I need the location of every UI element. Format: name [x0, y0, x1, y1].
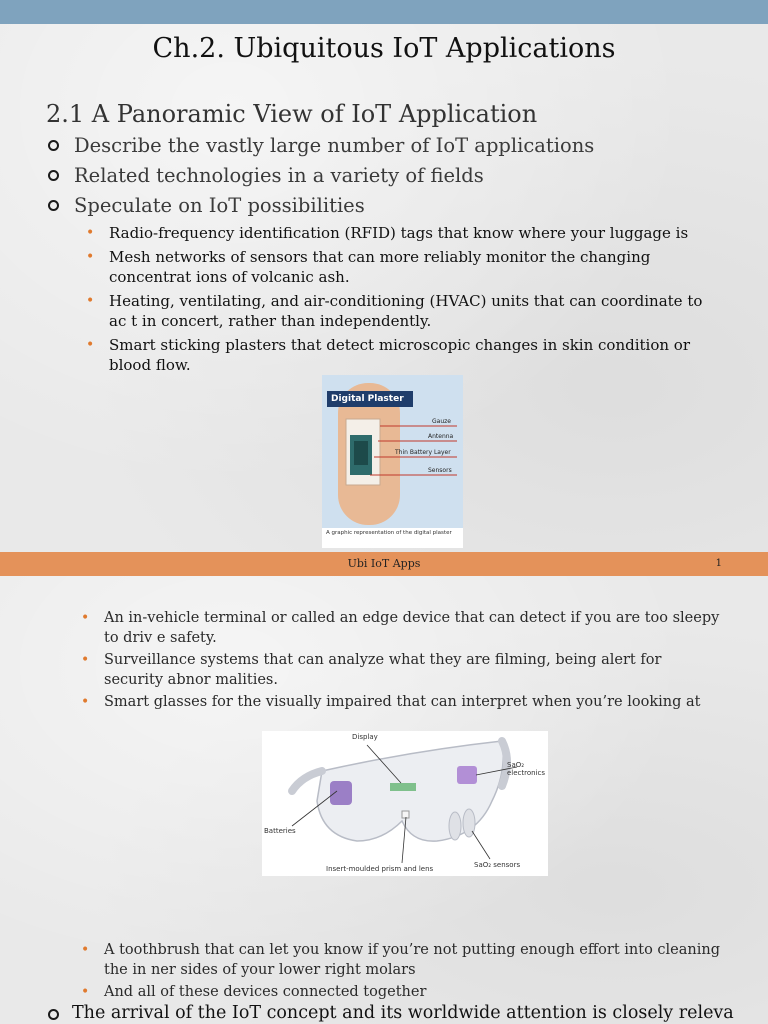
- figure-label: Thin Battery Layer: [395, 449, 451, 456]
- top-accent-bar: [0, 0, 768, 24]
- sub-bullet-list: [83, 223, 719, 379]
- circle-bullet-icon: [48, 200, 59, 211]
- figure-label: Gauze: [432, 418, 451, 425]
- sub-bullet-item: • Smart glasses for the visually impaired that can interpret when you’re looking at: [81, 694, 701, 710]
- circle-bullet-icon: [48, 1009, 59, 1020]
- glasses-illustration: [262, 731, 548, 876]
- slide-title: Ch.2. Ubiquitous IoT Applications: [152, 33, 616, 64]
- section-heading: 2.1 A Panoramic View of IoT Application: [46, 100, 538, 128]
- dot-bullet-icon: •: [86, 249, 95, 265]
- sub-bullet-item: • A toothbrush that can let you know if you’re not putting enough effort into cleaning the in ner sides of your lower right molars: [81, 942, 721, 978]
- circle-bullet-icon: [48, 140, 59, 151]
- dot-bullet-icon: •: [86, 337, 95, 353]
- digital-plaster-figure: [322, 375, 463, 548]
- sub-bullet-item: • Smart sticking plasters that detect microscopic changes in skin condition or blood flow.: [86, 336, 690, 374]
- figure-label: Sensors: [428, 467, 452, 474]
- dot-bullet-icon: •: [86, 293, 95, 309]
- footer-text: Ubi IoT Apps: [347, 557, 421, 570]
- dot-bullet-icon: •: [81, 610, 90, 626]
- figure-label: SaO₂ sensors: [474, 861, 521, 869]
- sub-bullet-item: • An in-vehicle terminal or called an edge device that can detect if you are too sleepy to driv e safety.: [81, 610, 720, 646]
- sub-bullet-item: • And all of these devices connected together: [81, 984, 427, 1000]
- sub-bullet-item: • Heating, ventilating, and air-conditioning (HVAC) units that can coordinate to ac t in concert, rather than independently.: [86, 292, 703, 330]
- sub-bullet-item: • Radio-frequency identification (RFID) tags that know where your luggage is: [86, 224, 689, 242]
- figure-label: Display: [352, 733, 378, 741]
- dot-bullet-icon: •: [81, 984, 90, 1000]
- dot-bullet-icon: •: [86, 225, 95, 241]
- main-bullet-item: The arrival of the IoT concept and its worldwide attention is closely releva: [46, 1003, 768, 1024]
- page-number: 1: [715, 558, 722, 569]
- sub-bullet-list-top: [78, 608, 722, 714]
- smart-glasses-figure: [262, 731, 548, 876]
- bullet-item: Describe the vastly large number of IoT applications: [46, 134, 594, 164]
- dot-bullet-icon: •: [81, 652, 90, 668]
- sub-bullet-list-bottom: [78, 940, 722, 1004]
- main-bullet-list: [46, 134, 594, 224]
- figure-label: SaO₂ electronics: [507, 761, 546, 777]
- sub-bullet-item: • Surveillance systems that can analyze what they are filming, being alert for security abnor malities.: [81, 652, 662, 688]
- slide-footer: [0, 552, 768, 576]
- bullet-item: Related technologies in a variety of fields: [46, 164, 594, 194]
- dot-bullet-icon: •: [81, 942, 90, 958]
- dot-bullet-icon: •: [81, 694, 90, 710]
- figure-label: Antenna: [428, 433, 454, 440]
- figure-caption: A graphic representation of the digital plaster: [322, 528, 463, 548]
- figure-title: Digital Plaster: [327, 391, 413, 407]
- sub-bullet-item: • Mesh networks of sensors that can more reliably monitor the changing concentrat ions of volcanic ash.: [86, 248, 651, 286]
- figure-label: Batteries: [264, 827, 296, 835]
- bullet-item: Speculate on IoT possibilities: [46, 194, 594, 224]
- circle-bullet-icon: [48, 170, 59, 181]
- figure-label: Insert-moulded prism and lens: [326, 865, 434, 873]
